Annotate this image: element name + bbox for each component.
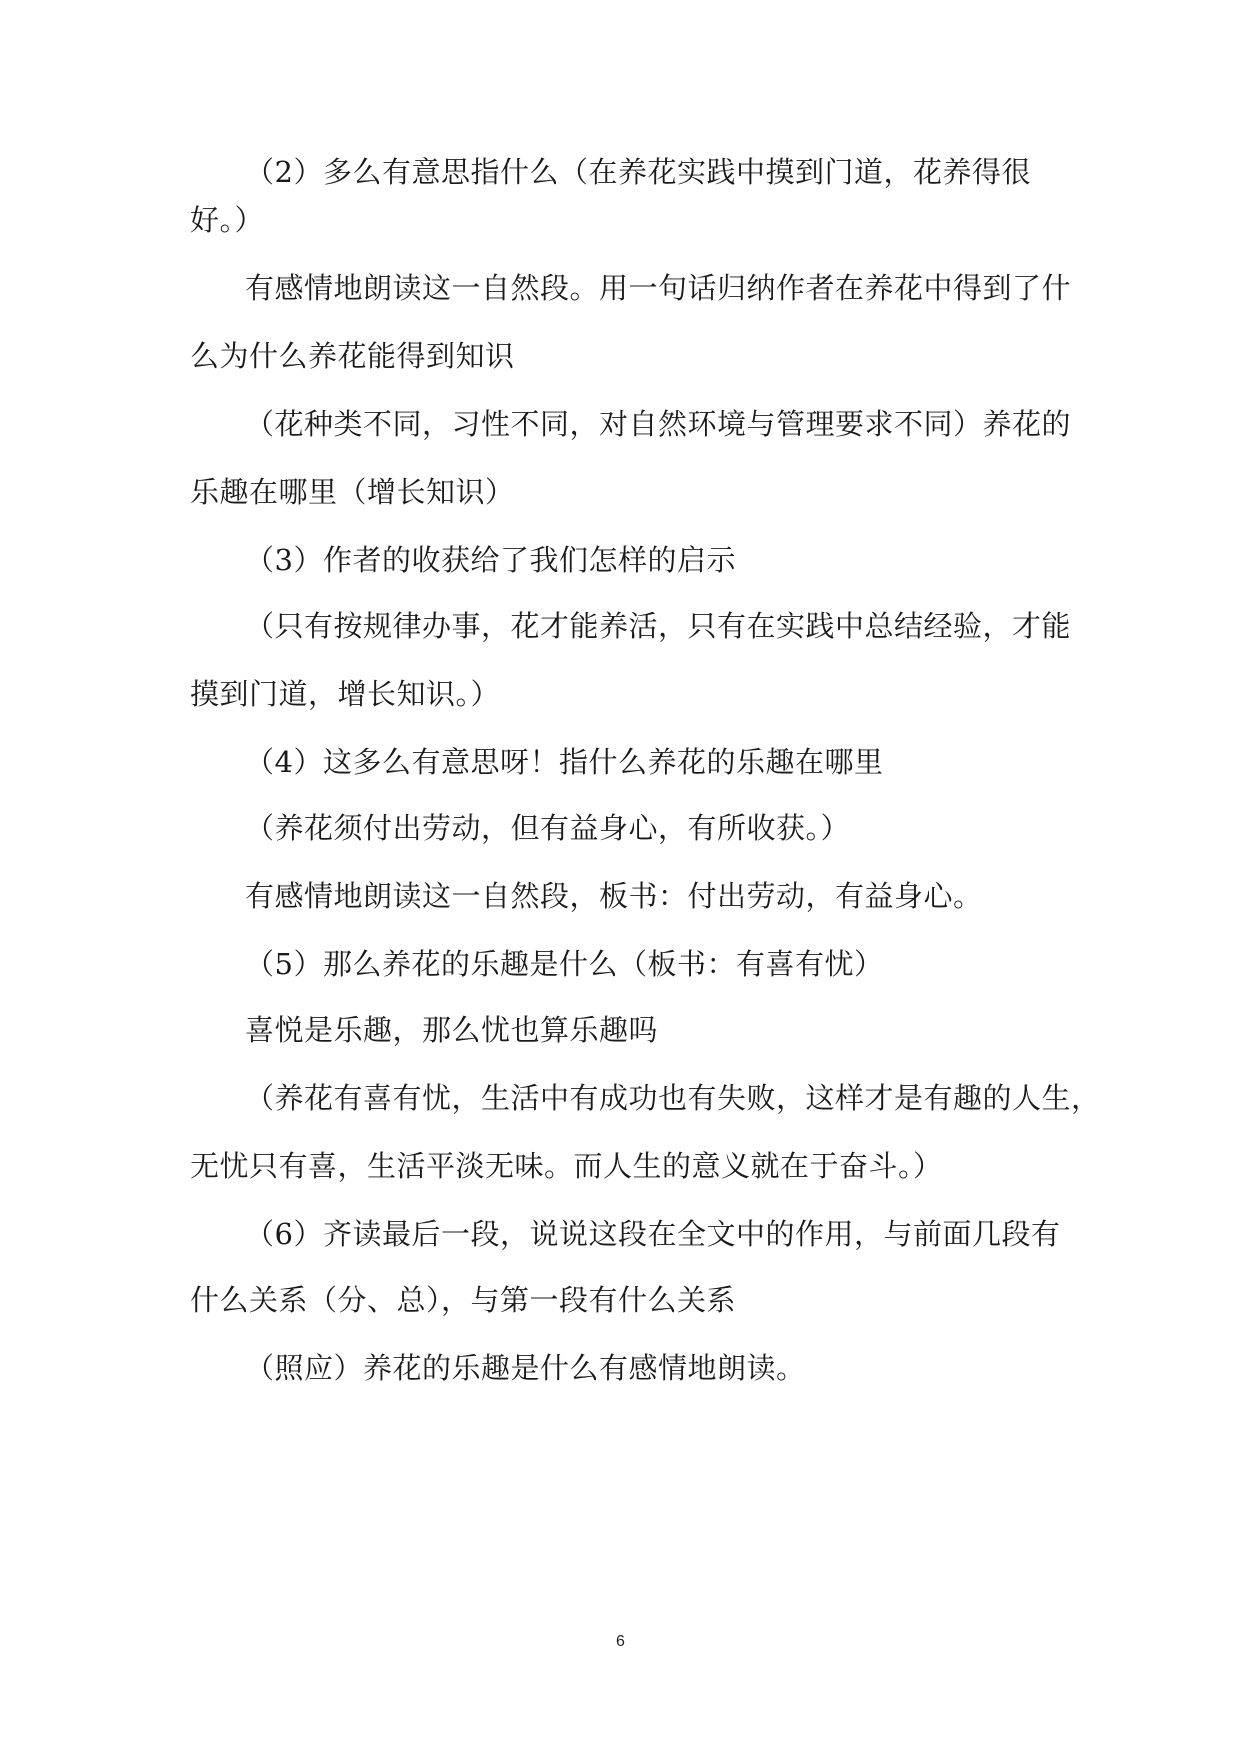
text-line: （6）齐读最后一段，说说这段在全文中的作用，与前面几段有 bbox=[245, 1217, 1061, 1251]
text-line: （养花有喜有忧，生活中有成功也有失败，这样才是有趣的人生， bbox=[245, 1081, 1101, 1115]
text-line: 么为什么养花能得到知识 bbox=[190, 339, 515, 373]
text-line: （5）那么养花的乐趣是什么（板书：有喜有忧） bbox=[245, 947, 884, 981]
text-line: （4）这多么有意思呀！指什么养花的乐趣在哪里 bbox=[245, 745, 884, 779]
text-line: （养花须付出劳动，但有益身心，有所收获。） bbox=[245, 811, 851, 845]
text-line: （2）多么有意思指什么（在养花实践中摸到门道，花养得很 bbox=[245, 155, 1031, 189]
text-line: 好。） bbox=[190, 203, 265, 237]
text-line: 乐趣在哪里（增长知识） bbox=[190, 475, 515, 509]
text-line: （照应）养花的乐趣是什么有感情地朗读。 bbox=[245, 1351, 806, 1385]
text-line: 有感情地朗读这一自然段。用一句话归纳作者在养花中得到了什 bbox=[245, 271, 1072, 305]
page-number: 6 bbox=[616, 1633, 625, 1650]
text-line: 摸到门道，增长知识。） bbox=[190, 677, 501, 711]
text-line: 喜悦是乐趣，那么忧也算乐趣吗 bbox=[245, 1013, 659, 1047]
text-line: （只有按规律办事，花才能养活，只有在实践中总结经验，才能 bbox=[245, 609, 1072, 643]
text-line: 什么关系（分、总），与第一段有什么关系 bbox=[190, 1283, 737, 1317]
text-line: （3）作者的收获给了我们怎样的启示 bbox=[245, 543, 736, 577]
text-line: 有感情地朗读这一自然段，板书：付出劳动，有益身心。 bbox=[245, 879, 983, 913]
text-line: 无忧只有喜，生活平淡无味。而人生的意义就在于奋斗。） bbox=[190, 1149, 943, 1183]
text-line: （花种类不同，习性不同，对自然环境与管理要求不同）养花的 bbox=[245, 407, 1072, 441]
